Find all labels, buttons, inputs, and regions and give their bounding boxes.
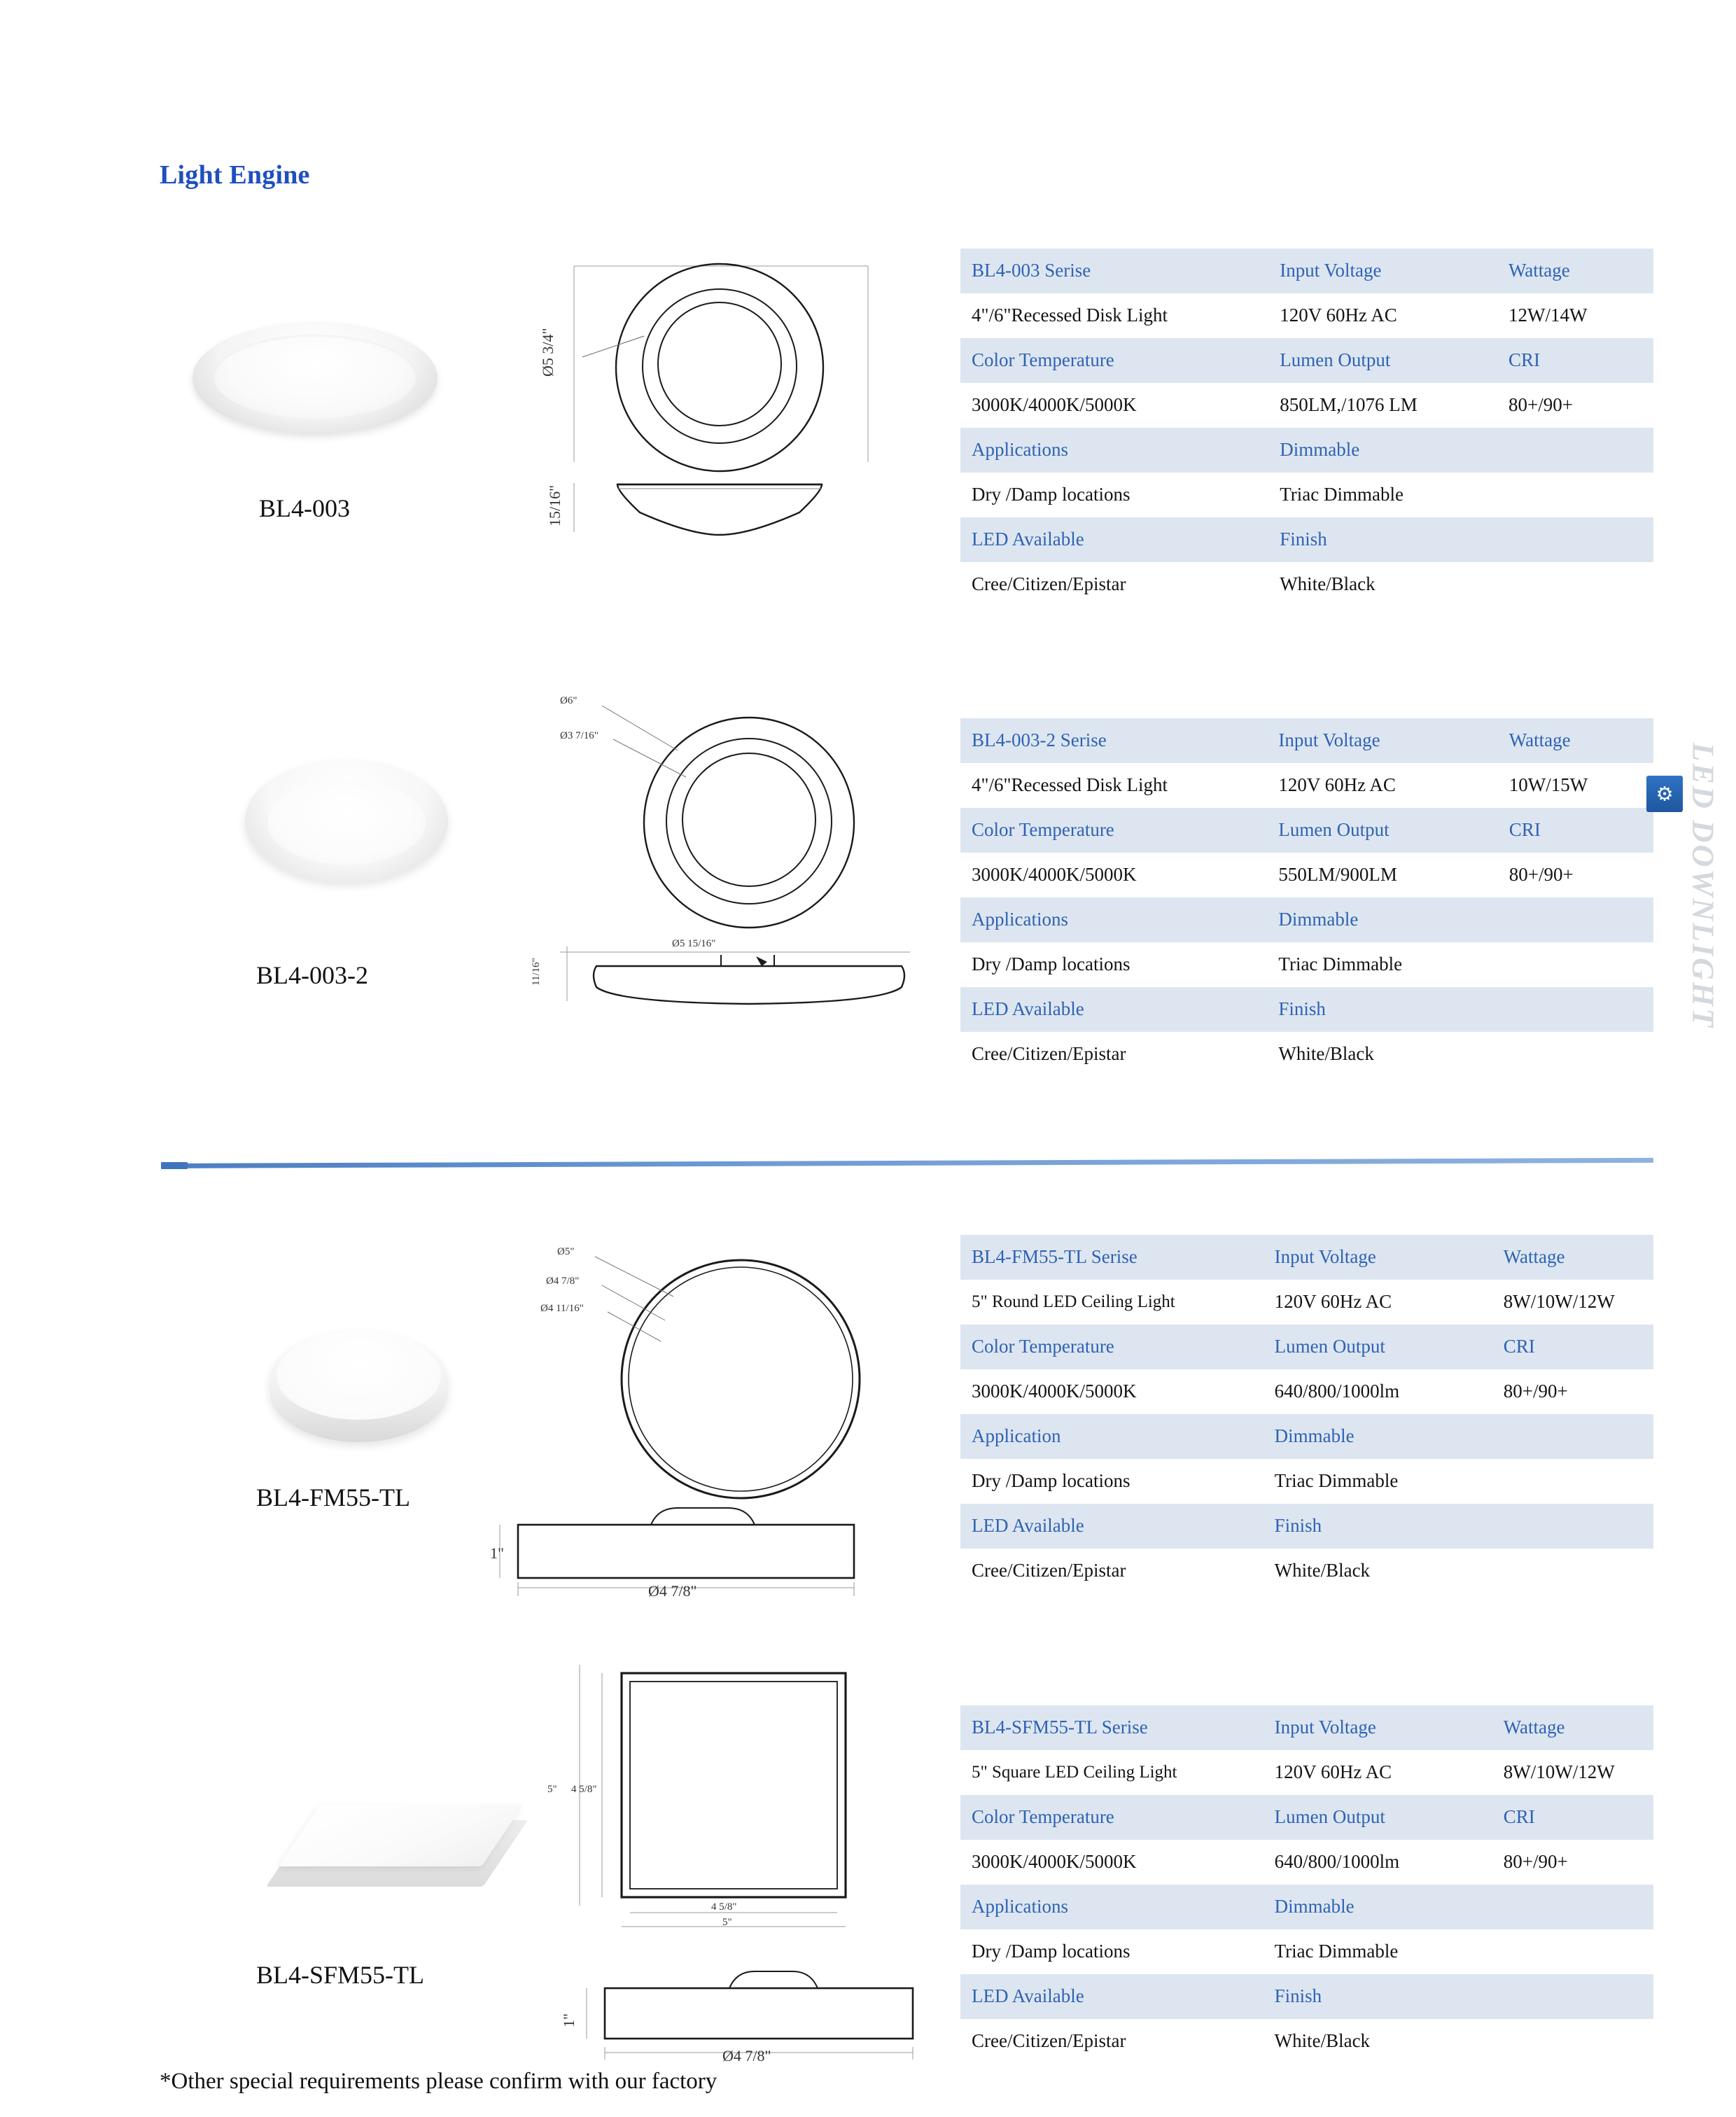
cell-cri-value: 80+/90+ [1492,1369,1653,1414]
cell-led-available-label: LED Available [960,987,1267,1032]
table-row [960,1280,1653,1325]
cell-series-title: BL4-FM55-TL Serise [960,1235,1264,1280]
table-row [960,808,1653,853]
cell-applications-label: Applications [960,1885,1264,1929]
technical-drawing-sfm55tl [532,1652,924,2086]
cell-dimmable-label: Dimmable [1264,1414,1492,1459]
table-row [960,249,1653,293]
cell-finish-label: Finish [1264,1504,1492,1549]
cell-blank [1492,1885,1653,1929]
cell-product-type: 5" Round LED Ceiling Light [960,1280,1264,1325]
cell-applications-value: Dry /Damp locations [960,473,1268,517]
table-row [960,338,1653,383]
footnote: *Other special requirements please confirm with our factory [160,2069,718,2094]
cell-product-type: 4"/6"Recessed Disk Light [960,763,1267,808]
certification-badge-icon [1646,776,1683,812]
cell-input-voltage-label: Input Voltage [1264,1705,1492,1750]
table-row [960,763,1653,808]
round-fixture-face [276,1332,441,1420]
table-row [960,562,1653,607]
svg-text:5": 5" [722,1917,732,1928]
table-row [960,1549,1653,1593]
cell-led-available-value: Cree/Citizen/Epistar [960,1032,1267,1077]
cell-input-voltage-label: Input Voltage [1267,718,1497,763]
table-row [960,428,1653,473]
cell-product-type: 4"/6"Recessed Disk Light [960,293,1268,338]
cell-blank [1498,897,1653,942]
table-row [960,1032,1653,1077]
svg-text:Ø5 3/4": Ø5 3/4" [539,328,556,377]
cell-wattage-value: 8W/10W/12W [1492,1750,1653,1795]
section-divider [161,1161,1653,1169]
cell-finish-value: White/Black [1264,1549,1492,1593]
cell-lumen-output-label: Lumen Output [1264,1795,1492,1840]
svg-text:Ø4 7/8": Ø4 7/8" [546,1276,580,1287]
svg-text:Ø4 7/8": Ø4 7/8" [648,1582,697,1600]
table-row [960,1369,1653,1414]
table-row [960,1504,1653,1549]
cell-cri-label: CRI [1492,1325,1653,1369]
svg-text:4 5/8": 4 5/8" [571,1784,597,1795]
technical-drawing-fm55tl [490,1218,924,1624]
svg-text:1": 1" [490,1544,504,1562]
table-row [960,383,1653,428]
cell-lumen-output-value: 640/800/1000lm [1264,1840,1492,1885]
product-photo-bl4003-2 [245,760,448,886]
cell-applications-label: Applications [960,897,1267,942]
table-row [960,897,1653,942]
side-watermark: LED DOWNLIGHT [1686,742,1720,1029]
product-photo-fm55tl [270,1330,448,1453]
cell-led-available-label: LED Available [960,1504,1264,1549]
cell-cri-value: 80+/90+ [1498,853,1653,897]
cell-dimmable-value: Triac Dimmable [1264,1929,1492,1974]
cell-blank [1492,1504,1653,1549]
cell-lumen-output-label: Lumen Output [1268,338,1497,383]
technical-drawing-bl4003-2 [518,672,910,1036]
cell-dimmable-label: Dimmable [1268,428,1497,473]
cell-product-type: 5" Square LED Ceiling Light [960,1750,1264,1795]
disk2-inner-shape [267,781,426,865]
cell-wattage-label: Wattage [1492,1705,1653,1750]
svg-text:1": 1" [560,2013,578,2027]
cell-led-available-value: Cree/Citizen/Epistar [960,2019,1264,2064]
table-row [960,1750,1653,1795]
cell-lumen-output-value: 640/800/1000lm [1264,1369,1492,1414]
cell-finish-label: Finish [1267,987,1497,1032]
spec-table-sfm55tl [960,1705,1653,2064]
spec-table-bl4003-2 [960,718,1653,1077]
product-label-bl4003-2: BL4-003-2 [256,961,368,989]
cell-applications-value: Dry /Damp locations [960,942,1267,987]
cell-blank [1497,562,1653,607]
cell-blank [1498,942,1653,987]
cell-blank [1492,1459,1653,1504]
cell-wattage-label: Wattage [1492,1235,1653,1280]
cell-dimmable-value: Triac Dimmable [1268,473,1497,517]
svg-text:Ø3 7/16": Ø3 7/16" [560,730,598,741]
table-row [960,517,1653,562]
cell-finish-value: White/Black [1264,2019,1492,2064]
cell-input-voltage-value: 120V 60Hz AC [1267,763,1497,808]
cell-blank [1492,1549,1653,1593]
page-title: Light Engine [160,160,310,190]
badge-glyph-icon: ⚙ [1656,783,1674,805]
cell-input-voltage-value: 120V 60Hz AC [1268,293,1497,338]
cell-wattage-value: 10W/15W [1498,763,1653,808]
table-row [960,1235,1653,1280]
cell-dimmable-label: Dimmable [1267,897,1497,942]
table-row [960,1840,1653,1885]
product-label-sfm55tl: BL4-SFM55-TL [256,1961,425,1989]
cell-led-available-label: LED Available [960,517,1268,562]
table-row [960,1459,1653,1504]
cell-blank [1498,987,1653,1032]
svg-text:15/16": 15/16" [546,484,564,526]
cell-input-voltage-value: 120V 60Hz AC [1264,1750,1492,1795]
cell-cri-label: CRI [1498,808,1653,853]
svg-text:Ø5": Ø5" [557,1246,575,1257]
table-row [960,1325,1653,1369]
cell-color-temperature-label: Color Temperature [960,1795,1264,1840]
table-row [960,942,1653,987]
spec-table-fm55tl [960,1235,1653,1593]
cell-color-temperature-value: 3000K/4000K/5000K [960,1840,1264,1885]
cell-led-available-value: Cree/Citizen/Epistar [960,562,1268,607]
svg-text:4 5/8": 4 5/8" [711,1901,737,1913]
cell-color-temperature-value: 3000K/4000K/5000K [960,1369,1264,1414]
cell-color-temperature-value: 3000K/4000K/5000K [960,383,1268,428]
cell-color-temperature-label: Color Temperature [960,808,1267,853]
cell-wattage-label: Wattage [1497,249,1653,293]
cell-lumen-output-value: 550LM/900LM [1267,853,1497,897]
table-row [960,293,1653,338]
cell-applications-value: Dry /Damp locations [960,1459,1264,1504]
cell-finish-value: White/Black [1267,1032,1497,1077]
table-row [960,1974,1653,2019]
cell-led-available-label: LED Available [960,1974,1264,2019]
table-row [960,473,1653,517]
cell-color-temperature-label: Color Temperature [960,1325,1264,1369]
cell-blank [1492,1974,1653,2019]
cell-blank [1497,473,1653,517]
divider-line [161,1158,1653,1168]
cell-series-title: BL4-003 Serise [960,249,1268,293]
cell-input-voltage-value: 120V 60Hz AC [1264,1280,1492,1325]
table-row [960,1929,1653,1974]
product-label-bl4003: BL4-003 [259,494,350,522]
cell-color-temperature-value: 3000K/4000K/5000K [960,853,1267,897]
cell-series-title: BL4-003-2 Serise [960,718,1267,763]
svg-text:Ø6": Ø6" [560,695,578,706]
cell-cri-value: 80+/90+ [1492,1840,1653,1885]
cell-finish-label: Finish [1268,517,1497,562]
cell-led-available-value: Cree/Citizen/Epistar [960,1549,1264,1593]
cell-lumen-output-label: Lumen Output [1267,808,1497,853]
table-row [960,987,1653,1032]
cell-input-voltage-label: Input Voltage [1268,249,1497,293]
cell-applications-value: Dry /Damp locations [960,1929,1264,1974]
cell-cri-value: 80+/90+ [1497,383,1653,428]
table-row [960,853,1653,897]
product-photo-sfm55tl [266,1778,490,1918]
divider-tip [161,1162,188,1169]
cell-finish-value: White/Black [1268,562,1497,607]
cell-blank [1497,517,1653,562]
table-row [960,718,1653,763]
product-label-fm55tl: BL4-FM55-TL [256,1483,410,1511]
cell-cri-label: CRI [1492,1795,1653,1840]
svg-text:5": 5" [547,1784,557,1795]
cell-wattage-value: 8W/10W/12W [1492,1280,1653,1325]
cell-series-title: BL4-SFM55-TL Serise [960,1705,1264,1750]
cell-cri-label: CRI [1497,338,1653,383]
cell-lumen-output-value: 850LM,/1076 LM [1268,383,1497,428]
cell-input-voltage-label: Input Voltage [1264,1235,1492,1280]
cell-lumen-output-label: Lumen Output [1264,1325,1492,1369]
cell-dimmable-value: Triac Dimmable [1267,942,1497,987]
cell-dimmable-label: Dimmable [1264,1885,1492,1929]
cell-blank [1498,1032,1653,1077]
svg-text:Ø4 7/8": Ø4 7/8" [722,2047,771,2064]
technical-drawing-bl4003 [539,252,889,546]
disk-inner-shape [214,335,416,419]
svg-text:11/16": 11/16" [531,958,542,986]
cell-blank [1497,428,1653,473]
table-row [960,1795,1653,1840]
spec-table-bl4003 [960,249,1653,607]
table-row [960,2019,1653,2064]
cell-blank [1492,1414,1653,1459]
cell-wattage-label: Wattage [1498,718,1653,763]
square-fixture-face [279,1805,523,1866]
cell-blank [1492,2019,1653,2064]
cell-dimmable-value: Triac Dimmable [1264,1459,1492,1504]
svg-text:Ø4 11/16": Ø4 11/16" [540,1303,584,1314]
product-photo-bl4003 [192,315,438,441]
cell-finish-label: Finish [1264,1974,1492,2019]
cell-blank [1492,1929,1653,1974]
cell-wattage-value: 12W/14W [1497,293,1653,338]
svg-text:Ø5 15/16": Ø5 15/16" [672,938,716,949]
cell-applications-label: Application [960,1414,1264,1459]
table-row [960,1414,1653,1459]
cell-applications-label: Applications [960,428,1268,473]
table-row [960,1705,1653,1750]
cell-color-temperature-label: Color Temperature [960,338,1268,383]
table-row [960,1885,1653,1929]
